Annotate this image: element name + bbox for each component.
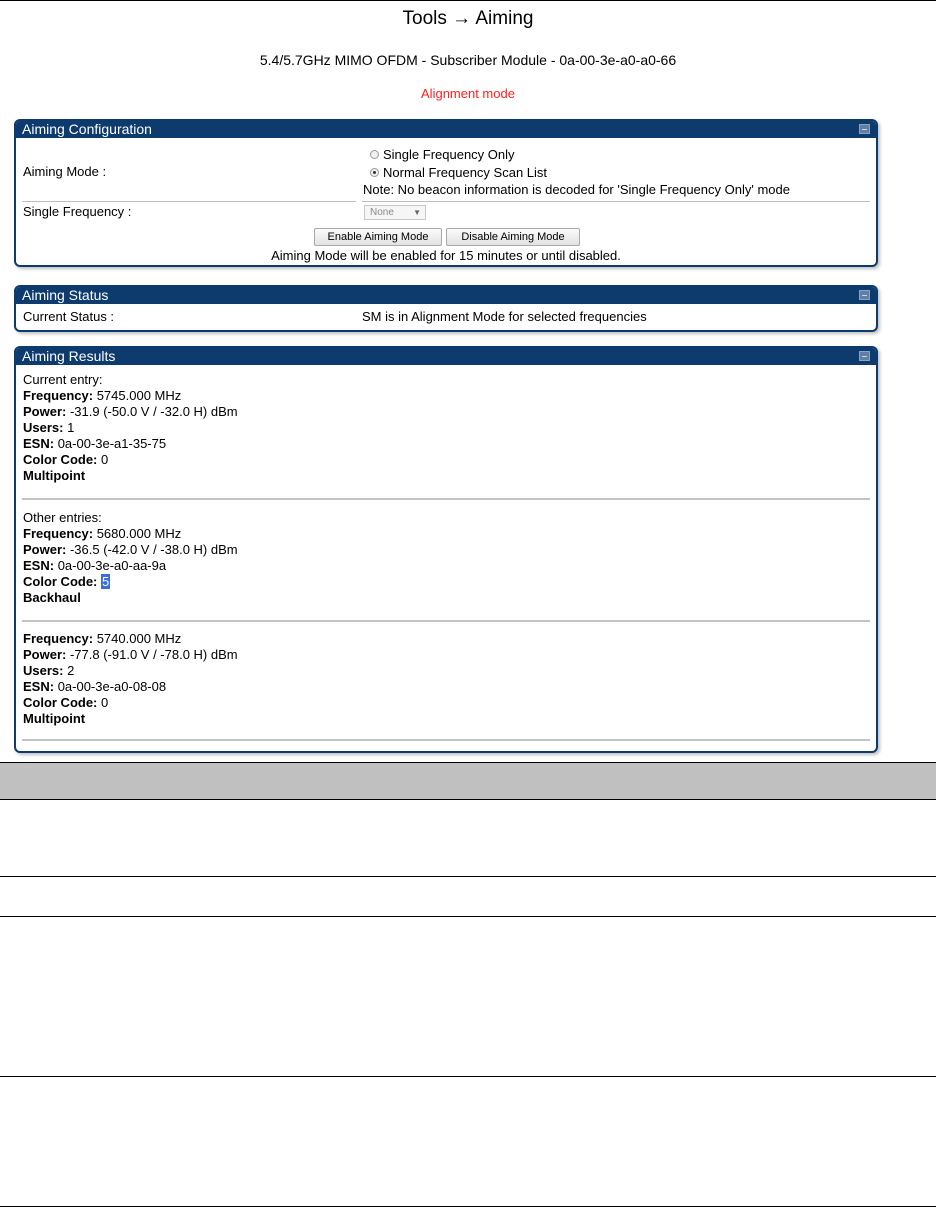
ap-type: Multipoint: [23, 711, 86, 726]
current-entry-heading: Current entry:: [23, 372, 103, 387]
radio-button[interactable]: [370, 150, 379, 159]
page-title: Tools → Aiming: [402, 8, 534, 29]
current-entry: [23, 372, 238, 484]
entry-separator: [22, 739, 870, 741]
frequency-value: 5680.000 MHz: [96, 526, 182, 541]
current-status-label: Current Status :: [23, 309, 115, 324]
aiming-results-panel: [14, 346, 878, 753]
ap-type: Backhaul: [23, 590, 81, 605]
esn-label: ESN:: [23, 436, 55, 451]
minimize-icon[interactable]: [859, 124, 870, 134]
aiming-status-panel: [14, 285, 878, 332]
entry-separator: [22, 620, 870, 622]
users-label: Users:: [23, 663, 64, 678]
divider: [22, 201, 356, 202]
radio-single-frequency[interactable]: [370, 147, 515, 162]
panel-header: [16, 287, 876, 304]
table-row-divider: [0, 1206, 936, 1207]
table-row-divider: [0, 876, 936, 877]
panel-title: Aiming Status: [22, 287, 109, 303]
esn-value: 0a-00-3e-a0-aa-9a: [57, 558, 167, 573]
table-row-divider: [0, 916, 936, 917]
color-code-value-selected: 5: [102, 574, 110, 589]
device-subtitle: 5.4/5.7GHz MIMO OFDM - Subscriber Module - 0a-00-3e-a0-a0-66: [259, 52, 677, 68]
radio-button[interactable]: [370, 168, 379, 177]
minimize-icon[interactable]: [859, 351, 870, 361]
ap-type: Multipoint: [23, 468, 86, 483]
aiming-configuration-panel: [14, 119, 878, 267]
aiming-mode-label: Aiming Mode :: [23, 164, 107, 179]
color-code-value: 0: [101, 452, 109, 467]
frequency-label: Frequency:: [23, 526, 94, 541]
frequency-value: 5740.000 MHz: [96, 631, 182, 646]
select-value: None: [370, 207, 394, 218]
beacon-note: Note: No beacon information is decoded for 'Single Frequency Only' mode: [363, 182, 790, 197]
disable-aiming-button[interactable]: Disable Aiming Mode: [446, 228, 580, 246]
panel-title: Aiming Configuration: [22, 121, 152, 137]
power-value: -36.5 (-42.0 V / -38.0 H) dBm: [69, 542, 238, 557]
divider: [362, 201, 870, 202]
minimize-icon[interactable]: [859, 290, 870, 300]
esn-label: ESN:: [23, 558, 55, 573]
frequency-label: Frequency:: [23, 631, 94, 646]
frequency-label: Frequency:: [23, 388, 94, 403]
entry-separator: [22, 498, 870, 500]
color-code-label: Color Code:: [23, 695, 98, 710]
panel-header: [16, 348, 876, 365]
chevron-down-icon: ▼: [413, 208, 421, 217]
table-row-divider: [0, 1076, 936, 1077]
radio-normal-scan[interactable]: [370, 165, 547, 180]
other-entry: [23, 510, 238, 606]
users-value: 2: [67, 663, 75, 678]
power-value: -31.9 (-50.0 V / -32.0 H) dBm: [69, 404, 238, 419]
enable-aiming-button[interactable]: Enable Aiming Mode: [314, 228, 442, 246]
table-header-row: [0, 762, 936, 800]
esn-label: ESN:: [23, 679, 55, 694]
single-frequency-select[interactable]: [364, 205, 426, 220]
users-value: 1: [67, 420, 75, 435]
power-label: Power:: [23, 542, 67, 557]
other-entry: [23, 631, 238, 727]
aiming-info-text: Aiming Mode will be enabled for 15 minutes or until disabled.: [271, 248, 621, 263]
users-label: Users:: [23, 420, 64, 435]
top-rule: [0, 0, 936, 1]
color-code-value: 0: [101, 695, 109, 710]
panel-title: Aiming Results: [22, 348, 116, 364]
power-label: Power:: [23, 404, 67, 419]
esn-value: 0a-00-3e-a0-08-08: [57, 679, 167, 694]
color-code-label: Color Code:: [23, 452, 98, 467]
power-value: -77.8 (-91.0 V / -78.0 H) dBm: [69, 647, 238, 662]
power-label: Power:: [23, 647, 67, 662]
single-frequency-label: Single Frequency :: [23, 204, 132, 219]
color-code-label: Color Code:: [23, 574, 98, 589]
panel-header: [16, 121, 876, 138]
frequency-value: 5745.000 MHz: [96, 388, 182, 403]
other-entries-heading: Other entries:: [23, 510, 102, 525]
esn-value: 0a-00-3e-a1-35-75: [57, 436, 167, 451]
current-status-value: SM is in Alignment Mode for selected frequencies: [362, 309, 647, 324]
radio-label: Normal Frequency Scan List: [383, 165, 548, 180]
alignment-mode-text: Alignment mode: [421, 86, 515, 101]
radio-label: Single Frequency Only: [383, 147, 515, 162]
